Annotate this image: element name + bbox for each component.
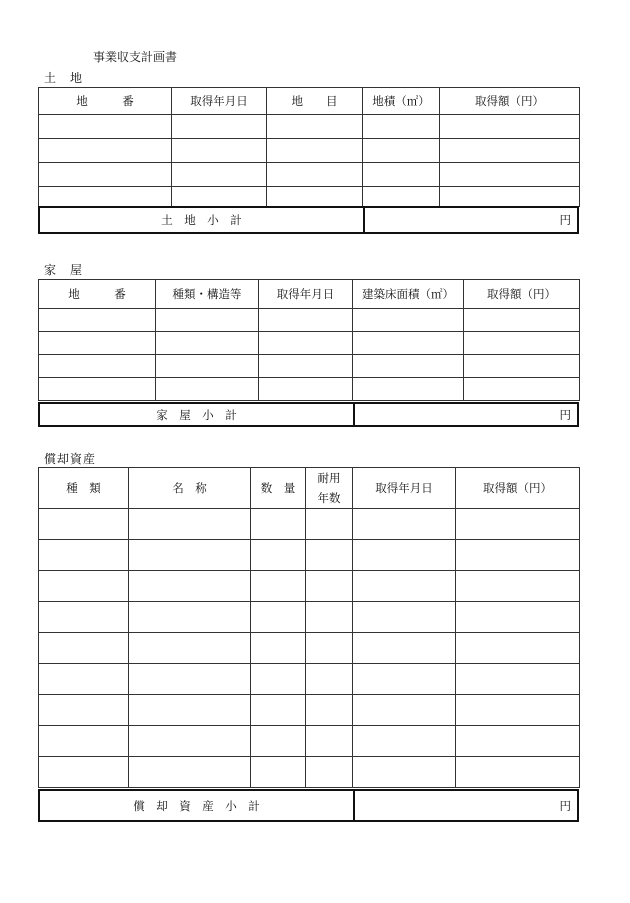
document-title: 事業収支計画書: [93, 50, 178, 64]
table-row: [39, 726, 580, 757]
land-header-row: [39, 88, 580, 115]
currency-unit: 円: [559, 798, 571, 813]
currency-unit: 円: [559, 407, 571, 422]
land-header-lot-number: 地 番: [39, 88, 172, 115]
house-section-label: 家 屋: [44, 263, 84, 277]
depreciable-subtotal-row: [38, 789, 579, 822]
land-subtotal-row: [38, 206, 579, 234]
house-header-acquisition-date: 取得年月日: [259, 280, 353, 309]
land-section-label: 土 地: [44, 71, 84, 85]
table-row: [39, 309, 580, 332]
table-row: [39, 664, 580, 695]
house-subtotal-row: [38, 402, 579, 427]
depreciable-header-quantity: 数 量: [251, 468, 306, 509]
depreciable-subtotal-label: 償 却 資 産 小 計: [40, 791, 355, 820]
house-header-floor-area: 建築床面積（㎡）: [353, 280, 464, 309]
table-row: [39, 115, 580, 139]
land-subtotal-label: 土 地 小 計: [40, 208, 365, 232]
depreciable-subtotal-value[interactable]: [355, 791, 577, 820]
house-subtotal-value[interactable]: [355, 404, 577, 425]
depreciable-header-row: [39, 468, 580, 509]
depreciable-header-type: 種 類: [39, 468, 129, 509]
depreciable-header-acquisition-date: 取得年月日: [353, 468, 456, 509]
table-row: [39, 695, 580, 726]
table-row: [39, 187, 580, 207]
depreciable-header-acquisition-amount: 取得額（円）: [456, 468, 580, 509]
house-table: [38, 279, 580, 401]
house-header-row: [39, 280, 580, 309]
table-row: [39, 602, 580, 633]
currency-unit: 円: [559, 213, 571, 227]
table-row: [39, 332, 580, 355]
depreciable-table: [38, 467, 580, 788]
house-header-type-structure: 種類・構造等: [156, 280, 259, 309]
table-row: [39, 509, 580, 540]
table-row: [39, 163, 580, 187]
land-header-land-category: 地 目: [267, 88, 363, 115]
house-header-acquisition-amount: 取得額（円）: [464, 280, 580, 309]
table-row: [39, 139, 580, 163]
depreciable-header-name: 名 称: [129, 468, 251, 509]
land-header-acquisition-amount: 取得額（円）: [440, 88, 580, 115]
land-table: [38, 87, 580, 207]
house-subtotal-label: 家 屋 小 計: [40, 404, 355, 425]
table-row: [39, 757, 580, 788]
table-row: [39, 571, 580, 602]
table-row: [39, 633, 580, 664]
table-row: [39, 355, 580, 378]
house-header-lot-number: 地 番: [39, 280, 156, 309]
table-row: [39, 378, 580, 401]
depreciable-section-label: 償却資産: [44, 452, 97, 466]
depreciable-header-useful-life: 耐用 年数: [306, 468, 353, 509]
land-header-acquisition-date: 取得年月日: [172, 88, 267, 115]
table-row: [39, 540, 580, 571]
land-header-area: 地積（㎡）: [363, 88, 440, 115]
land-subtotal-value[interactable]: [365, 208, 577, 232]
